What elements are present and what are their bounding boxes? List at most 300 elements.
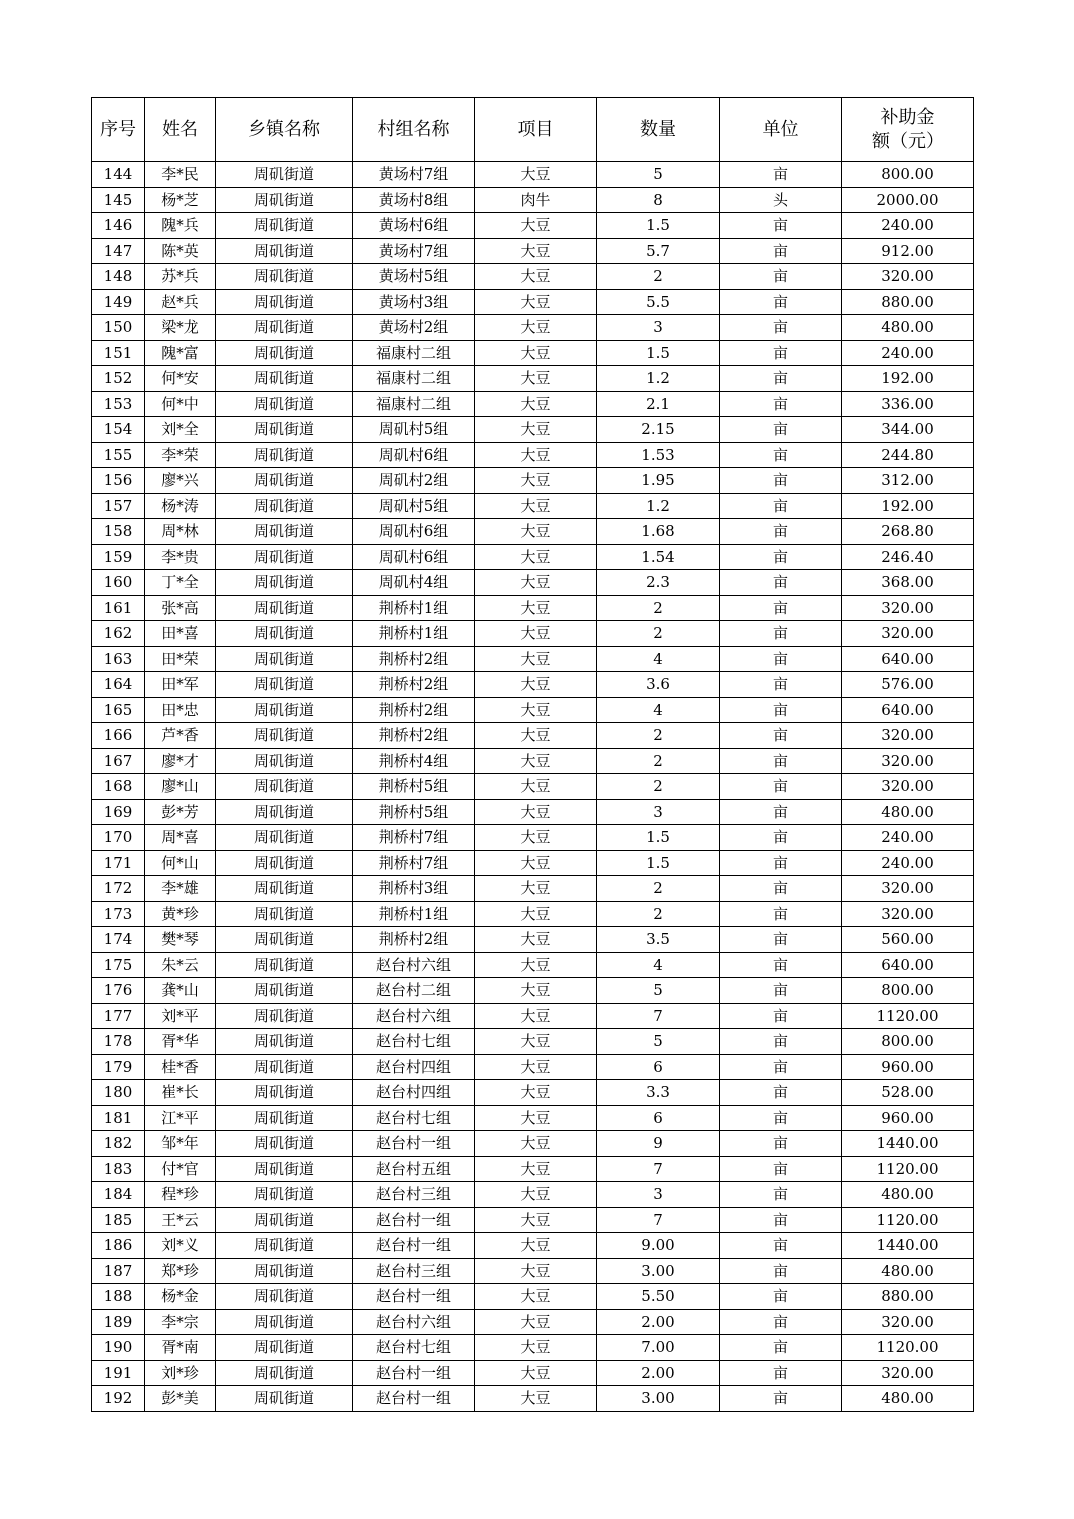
cell-town: 周矶街道 <box>216 748 353 774</box>
cell-village-group: 赵台村七组 <box>353 1335 475 1361</box>
cell-item: 大豆 <box>475 468 597 494</box>
cell-village-group: 黄场村8组 <box>353 187 475 213</box>
cell-item: 大豆 <box>475 417 597 443</box>
cell-village-group: 黄场村2组 <box>353 315 475 341</box>
cell-quantity: 2.00 <box>597 1309 720 1335</box>
cell-unit: 亩 <box>720 340 842 366</box>
cell-item: 大豆 <box>475 162 597 188</box>
cell-name: 郑*珍 <box>145 1258 216 1284</box>
cell-quantity: 1.5 <box>597 340 720 366</box>
cell-item: 大豆 <box>475 978 597 1004</box>
cell-index: 168 <box>92 774 145 800</box>
cell-item: 大豆 <box>475 1360 597 1386</box>
cell-unit: 亩 <box>720 876 842 902</box>
cell-item: 大豆 <box>475 1309 597 1335</box>
cell-quantity: 5.50 <box>597 1284 720 1310</box>
table-row <box>92 1131 974 1157</box>
cell-index: 167 <box>92 748 145 774</box>
cell-unit: 亩 <box>720 723 842 749</box>
cell-item: 大豆 <box>475 1131 597 1157</box>
table-row <box>92 595 974 621</box>
cell-item: 大豆 <box>475 1258 597 1284</box>
cell-village-group: 赵台村四组 <box>353 1080 475 1106</box>
cell-subsidy-amount: 320.00 <box>842 1360 974 1386</box>
cell-name: 何*中 <box>145 391 216 417</box>
cell-village-group: 赵台村一组 <box>353 1284 475 1310</box>
cell-name: 李*荣 <box>145 442 216 468</box>
cell-village-group: 赵台村六组 <box>353 1003 475 1029</box>
cell-unit: 亩 <box>720 774 842 800</box>
cell-name: 苏*兵 <box>145 264 216 290</box>
cell-item: 大豆 <box>475 952 597 978</box>
cell-quantity: 3.3 <box>597 1080 720 1106</box>
cell-name: 田*喜 <box>145 621 216 647</box>
cell-village-group: 福康村二组 <box>353 391 475 417</box>
cell-item: 大豆 <box>475 264 597 290</box>
cell-unit: 亩 <box>720 595 842 621</box>
header-subsidy-amount: 补助金额（元） <box>842 98 974 162</box>
cell-quantity: 1.5 <box>597 850 720 876</box>
cell-name: 邹*年 <box>145 1131 216 1157</box>
table-row <box>92 1309 974 1335</box>
cell-item: 大豆 <box>475 340 597 366</box>
cell-item: 大豆 <box>475 1386 597 1412</box>
table-row <box>92 646 974 672</box>
cell-name: 龚*山 <box>145 978 216 1004</box>
cell-unit: 亩 <box>720 1258 842 1284</box>
cell-subsidy-amount: 480.00 <box>842 1182 974 1208</box>
cell-subsidy-amount: 1440.00 <box>842 1233 974 1259</box>
cell-item: 大豆 <box>475 1105 597 1131</box>
cell-name: 赵*兵 <box>145 289 216 315</box>
cell-subsidy-amount: 480.00 <box>842 1258 974 1284</box>
cell-name: 杨*芝 <box>145 187 216 213</box>
cell-village-group: 黄场村7组 <box>353 238 475 264</box>
cell-unit: 亩 <box>720 519 842 545</box>
cell-quantity: 3 <box>597 315 720 341</box>
cell-village-group: 荆桥村2组 <box>353 646 475 672</box>
cell-quantity: 2 <box>597 876 720 902</box>
cell-subsidy-amount: 368.00 <box>842 570 974 596</box>
cell-unit: 亩 <box>720 391 842 417</box>
cell-name: 杨*金 <box>145 1284 216 1310</box>
cell-index: 178 <box>92 1029 145 1055</box>
cell-quantity: 2 <box>597 748 720 774</box>
cell-village-group: 荆桥村7组 <box>353 850 475 876</box>
cell-village-group: 赵台村七组 <box>353 1105 475 1131</box>
cell-index: 162 <box>92 621 145 647</box>
header-unit: 单位 <box>720 98 842 162</box>
cell-name: 黄*珍 <box>145 901 216 927</box>
table-row <box>92 774 974 800</box>
cell-village-group: 周矶村5组 <box>353 493 475 519</box>
cell-quantity: 1.53 <box>597 442 720 468</box>
cell-name: 彭*美 <box>145 1386 216 1412</box>
cell-item: 大豆 <box>475 493 597 519</box>
cell-name: 刘*义 <box>145 1233 216 1259</box>
cell-subsidy-amount: 320.00 <box>842 595 974 621</box>
cell-name: 张*高 <box>145 595 216 621</box>
table-row <box>92 391 974 417</box>
cell-unit: 亩 <box>720 825 842 851</box>
table-row <box>92 544 974 570</box>
cell-index: 159 <box>92 544 145 570</box>
cell-unit: 亩 <box>720 417 842 443</box>
cell-name: 程*珍 <box>145 1182 216 1208</box>
cell-item: 大豆 <box>475 1284 597 1310</box>
cell-name: 江*平 <box>145 1105 216 1131</box>
cell-index: 177 <box>92 1003 145 1029</box>
cell-index: 182 <box>92 1131 145 1157</box>
cell-town: 周矶街道 <box>216 289 353 315</box>
table-row <box>92 264 974 290</box>
cell-name: 廖*才 <box>145 748 216 774</box>
cell-index: 166 <box>92 723 145 749</box>
cell-subsidy-amount: 1440.00 <box>842 1131 974 1157</box>
cell-town: 周矶街道 <box>216 1335 353 1361</box>
cell-village-group: 荆桥村5组 <box>353 774 475 800</box>
cell-quantity: 7 <box>597 1156 720 1182</box>
cell-town: 周矶街道 <box>216 1233 353 1259</box>
cell-name: 隗*兵 <box>145 213 216 239</box>
table-row <box>92 340 974 366</box>
cell-index: 154 <box>92 417 145 443</box>
cell-village-group: 黄场村7组 <box>353 162 475 188</box>
cell-index: 183 <box>92 1156 145 1182</box>
table-row <box>92 697 974 723</box>
cell-item: 大豆 <box>475 238 597 264</box>
cell-index: 153 <box>92 391 145 417</box>
cell-subsidy-amount: 320.00 <box>842 621 974 647</box>
cell-quantity: 2 <box>597 723 720 749</box>
cell-town: 周矶街道 <box>216 493 353 519</box>
table-row <box>92 748 974 774</box>
cell-unit: 亩 <box>720 1182 842 1208</box>
cell-quantity: 1.54 <box>597 544 720 570</box>
cell-unit: 亩 <box>720 748 842 774</box>
table-row <box>92 1360 974 1386</box>
cell-quantity: 5 <box>597 978 720 1004</box>
cell-village-group: 荆桥村1组 <box>353 595 475 621</box>
cell-index: 160 <box>92 570 145 596</box>
cell-quantity: 3.00 <box>597 1386 720 1412</box>
table-body <box>92 162 974 1412</box>
cell-subsidy-amount: 320.00 <box>842 1309 974 1335</box>
cell-index: 145 <box>92 187 145 213</box>
cell-name: 何*安 <box>145 366 216 392</box>
cell-quantity: 9.00 <box>597 1233 720 1259</box>
cell-town: 周矶街道 <box>216 901 353 927</box>
cell-town: 周矶街道 <box>216 952 353 978</box>
cell-town: 周矶街道 <box>216 595 353 621</box>
table-row <box>92 825 974 851</box>
cell-subsidy-amount: 640.00 <box>842 952 974 978</box>
cell-item: 大豆 <box>475 774 597 800</box>
header-quantity: 数量 <box>597 98 720 162</box>
table-row <box>92 162 974 188</box>
cell-subsidy-amount: 960.00 <box>842 1105 974 1131</box>
cell-index: 150 <box>92 315 145 341</box>
cell-town: 周矶街道 <box>216 723 353 749</box>
cell-item: 大豆 <box>475 595 597 621</box>
cell-item: 大豆 <box>475 544 597 570</box>
cell-item: 大豆 <box>475 1156 597 1182</box>
cell-subsidy-amount: 640.00 <box>842 646 974 672</box>
cell-unit: 亩 <box>720 570 842 596</box>
table-row <box>92 570 974 596</box>
cell-quantity: 1.2 <box>597 366 720 392</box>
cell-name: 付*官 <box>145 1156 216 1182</box>
cell-subsidy-amount: 344.00 <box>842 417 974 443</box>
cell-name: 周*喜 <box>145 825 216 851</box>
cell-index: 163 <box>92 646 145 672</box>
cell-subsidy-amount: 1120.00 <box>842 1335 974 1361</box>
table-row <box>92 952 974 978</box>
cell-index: 161 <box>92 595 145 621</box>
cell-index: 180 <box>92 1080 145 1106</box>
table-row <box>92 213 974 239</box>
cell-item: 大豆 <box>475 1054 597 1080</box>
cell-item: 大豆 <box>475 927 597 953</box>
cell-index: 155 <box>92 442 145 468</box>
cell-item: 大豆 <box>475 366 597 392</box>
header-town: 乡镇名称 <box>216 98 353 162</box>
cell-unit: 头 <box>720 187 842 213</box>
cell-name: 刘*平 <box>145 1003 216 1029</box>
cell-item: 大豆 <box>475 1182 597 1208</box>
cell-town: 周矶街道 <box>216 1029 353 1055</box>
cell-subsidy-amount: 480.00 <box>842 1386 974 1412</box>
cell-subsidy-amount: 2000.00 <box>842 187 974 213</box>
cell-subsidy-amount: 320.00 <box>842 264 974 290</box>
cell-town: 周矶街道 <box>216 850 353 876</box>
cell-name: 周*林 <box>145 519 216 545</box>
cell-village-group: 赵台村三组 <box>353 1258 475 1284</box>
cell-name: 隗*富 <box>145 340 216 366</box>
cell-name: 田*忠 <box>145 697 216 723</box>
cell-unit: 亩 <box>720 901 842 927</box>
cell-town: 周矶街道 <box>216 1360 353 1386</box>
cell-town: 周矶街道 <box>216 366 353 392</box>
cell-town: 周矶街道 <box>216 1156 353 1182</box>
table-row <box>92 1029 974 1055</box>
cell-town: 周矶街道 <box>216 213 353 239</box>
cell-quantity: 1.95 <box>597 468 720 494</box>
cell-quantity: 6 <box>597 1105 720 1131</box>
cell-index: 190 <box>92 1335 145 1361</box>
cell-item: 大豆 <box>475 723 597 749</box>
cell-unit: 亩 <box>720 697 842 723</box>
cell-unit: 亩 <box>720 264 842 290</box>
cell-unit: 亩 <box>720 952 842 978</box>
cell-index: 176 <box>92 978 145 1004</box>
cell-index: 147 <box>92 238 145 264</box>
cell-quantity: 2 <box>597 774 720 800</box>
cell-subsidy-amount: 800.00 <box>842 978 974 1004</box>
table-row <box>92 723 974 749</box>
cell-village-group: 赵台村四组 <box>353 1054 475 1080</box>
subsidy-table-sheet <box>91 97 974 1412</box>
cell-subsidy-amount: 192.00 <box>842 493 974 519</box>
cell-name: 廖*山 <box>145 774 216 800</box>
table-row <box>92 1386 974 1412</box>
cell-name: 刘*全 <box>145 417 216 443</box>
cell-quantity: 2 <box>597 621 720 647</box>
cell-item: 大豆 <box>475 1335 597 1361</box>
cell-town: 周矶街道 <box>216 1386 353 1412</box>
cell-village-group: 荆桥村2组 <box>353 927 475 953</box>
table-row <box>92 1258 974 1284</box>
cell-unit: 亩 <box>720 544 842 570</box>
cell-name: 杨*涛 <box>145 493 216 519</box>
table-row <box>92 289 974 315</box>
cell-index: 187 <box>92 1258 145 1284</box>
cell-village-group: 荆桥村7组 <box>353 825 475 851</box>
cell-quantity: 7 <box>597 1003 720 1029</box>
cell-index: 189 <box>92 1309 145 1335</box>
cell-unit: 亩 <box>720 646 842 672</box>
cell-town: 周矶街道 <box>216 1105 353 1131</box>
cell-quantity: 2 <box>597 595 720 621</box>
cell-town: 周矶街道 <box>216 1003 353 1029</box>
cell-village-group: 周矶村6组 <box>353 544 475 570</box>
cell-quantity: 2.00 <box>597 1360 720 1386</box>
cell-town: 周矶街道 <box>216 927 353 953</box>
cell-subsidy-amount: 480.00 <box>842 799 974 825</box>
cell-unit: 亩 <box>720 162 842 188</box>
table-row <box>92 519 974 545</box>
cell-item: 大豆 <box>475 1003 597 1029</box>
cell-subsidy-amount: 240.00 <box>842 825 974 851</box>
table-row <box>92 850 974 876</box>
cell-subsidy-amount: 336.00 <box>842 391 974 417</box>
cell-item: 大豆 <box>475 850 597 876</box>
cell-quantity: 3 <box>597 799 720 825</box>
cell-town: 周矶街道 <box>216 340 353 366</box>
cell-town: 周矶街道 <box>216 187 353 213</box>
cell-quantity: 3 <box>597 1182 720 1208</box>
table-row <box>92 366 974 392</box>
cell-unit: 亩 <box>720 1233 842 1259</box>
cell-unit: 亩 <box>720 1335 842 1361</box>
cell-town: 周矶街道 <box>216 1054 353 1080</box>
cell-quantity: 3.5 <box>597 927 720 953</box>
table-row <box>92 315 974 341</box>
cell-name: 李*贵 <box>145 544 216 570</box>
cell-unit: 亩 <box>720 366 842 392</box>
cell-unit: 亩 <box>720 1360 842 1386</box>
cell-unit: 亩 <box>720 672 842 698</box>
cell-subsidy-amount: 240.00 <box>842 850 974 876</box>
cell-index: 171 <box>92 850 145 876</box>
header-index: 序号 <box>92 98 145 162</box>
table-row <box>92 978 974 1004</box>
cell-item: 大豆 <box>475 289 597 315</box>
cell-unit: 亩 <box>720 315 842 341</box>
cell-subsidy-amount: 880.00 <box>842 1284 974 1310</box>
cell-town: 周矶街道 <box>216 825 353 851</box>
cell-subsidy-amount: 576.00 <box>842 672 974 698</box>
cell-town: 周矶街道 <box>216 238 353 264</box>
cell-quantity: 7.00 <box>597 1335 720 1361</box>
cell-town: 周矶街道 <box>216 1207 353 1233</box>
cell-name: 朱*云 <box>145 952 216 978</box>
cell-item: 大豆 <box>475 1080 597 1106</box>
cell-subsidy-amount: 320.00 <box>842 748 974 774</box>
cell-subsidy-amount: 880.00 <box>842 289 974 315</box>
cell-name: 梁*龙 <box>145 315 216 341</box>
cell-index: 184 <box>92 1182 145 1208</box>
table-row <box>92 442 974 468</box>
table-row <box>92 468 974 494</box>
cell-name: 崔*长 <box>145 1080 216 1106</box>
cell-unit: 亩 <box>720 442 842 468</box>
cell-town: 周矶街道 <box>216 621 353 647</box>
table-row <box>92 672 974 698</box>
cell-town: 周矶街道 <box>216 315 353 341</box>
table-row <box>92 1182 974 1208</box>
cell-subsidy-amount: 192.00 <box>842 366 974 392</box>
cell-village-group: 荆桥村2组 <box>353 697 475 723</box>
cell-item: 大豆 <box>475 876 597 902</box>
cell-quantity: 5.5 <box>597 289 720 315</box>
cell-item: 大豆 <box>475 1207 597 1233</box>
cell-unit: 亩 <box>720 1003 842 1029</box>
cell-village-group: 福康村二组 <box>353 340 475 366</box>
header-name: 姓名 <box>145 98 216 162</box>
cell-item: 大豆 <box>475 799 597 825</box>
cell-index: 174 <box>92 927 145 953</box>
cell-village-group: 周矶村2组 <box>353 468 475 494</box>
cell-item: 大豆 <box>475 825 597 851</box>
cell-village-group: 赵台村一组 <box>353 1360 475 1386</box>
header-village-group: 村组名称 <box>353 98 475 162</box>
cell-name: 胥*华 <box>145 1029 216 1055</box>
cell-subsidy-amount: 1120.00 <box>842 1156 974 1182</box>
cell-item: 大豆 <box>475 748 597 774</box>
cell-village-group: 赵台村三组 <box>353 1182 475 1208</box>
cell-name: 廖*兴 <box>145 468 216 494</box>
cell-unit: 亩 <box>720 1054 842 1080</box>
cell-subsidy-amount: 960.00 <box>842 1054 974 1080</box>
table-row <box>92 901 974 927</box>
cell-quantity: 7 <box>597 1207 720 1233</box>
table-row <box>92 799 974 825</box>
cell-subsidy-amount: 912.00 <box>842 238 974 264</box>
cell-unit: 亩 <box>720 1080 842 1106</box>
cell-index: 186 <box>92 1233 145 1259</box>
cell-town: 周矶街道 <box>216 876 353 902</box>
cell-unit: 亩 <box>720 1029 842 1055</box>
table-row <box>92 1335 974 1361</box>
cell-index: 170 <box>92 825 145 851</box>
cell-index: 175 <box>92 952 145 978</box>
cell-quantity: 2 <box>597 901 720 927</box>
cell-town: 周矶街道 <box>216 799 353 825</box>
cell-unit: 亩 <box>720 850 842 876</box>
cell-name: 丁*全 <box>145 570 216 596</box>
cell-village-group: 周矶村4组 <box>353 570 475 596</box>
cell-name: 李*宗 <box>145 1309 216 1335</box>
cell-index: 152 <box>92 366 145 392</box>
cell-name: 何*山 <box>145 850 216 876</box>
cell-name: 胥*南 <box>145 1335 216 1361</box>
cell-unit: 亩 <box>720 1207 842 1233</box>
cell-town: 周矶街道 <box>216 162 353 188</box>
cell-subsidy-amount: 240.00 <box>842 340 974 366</box>
cell-unit: 亩 <box>720 289 842 315</box>
cell-unit: 亩 <box>720 493 842 519</box>
